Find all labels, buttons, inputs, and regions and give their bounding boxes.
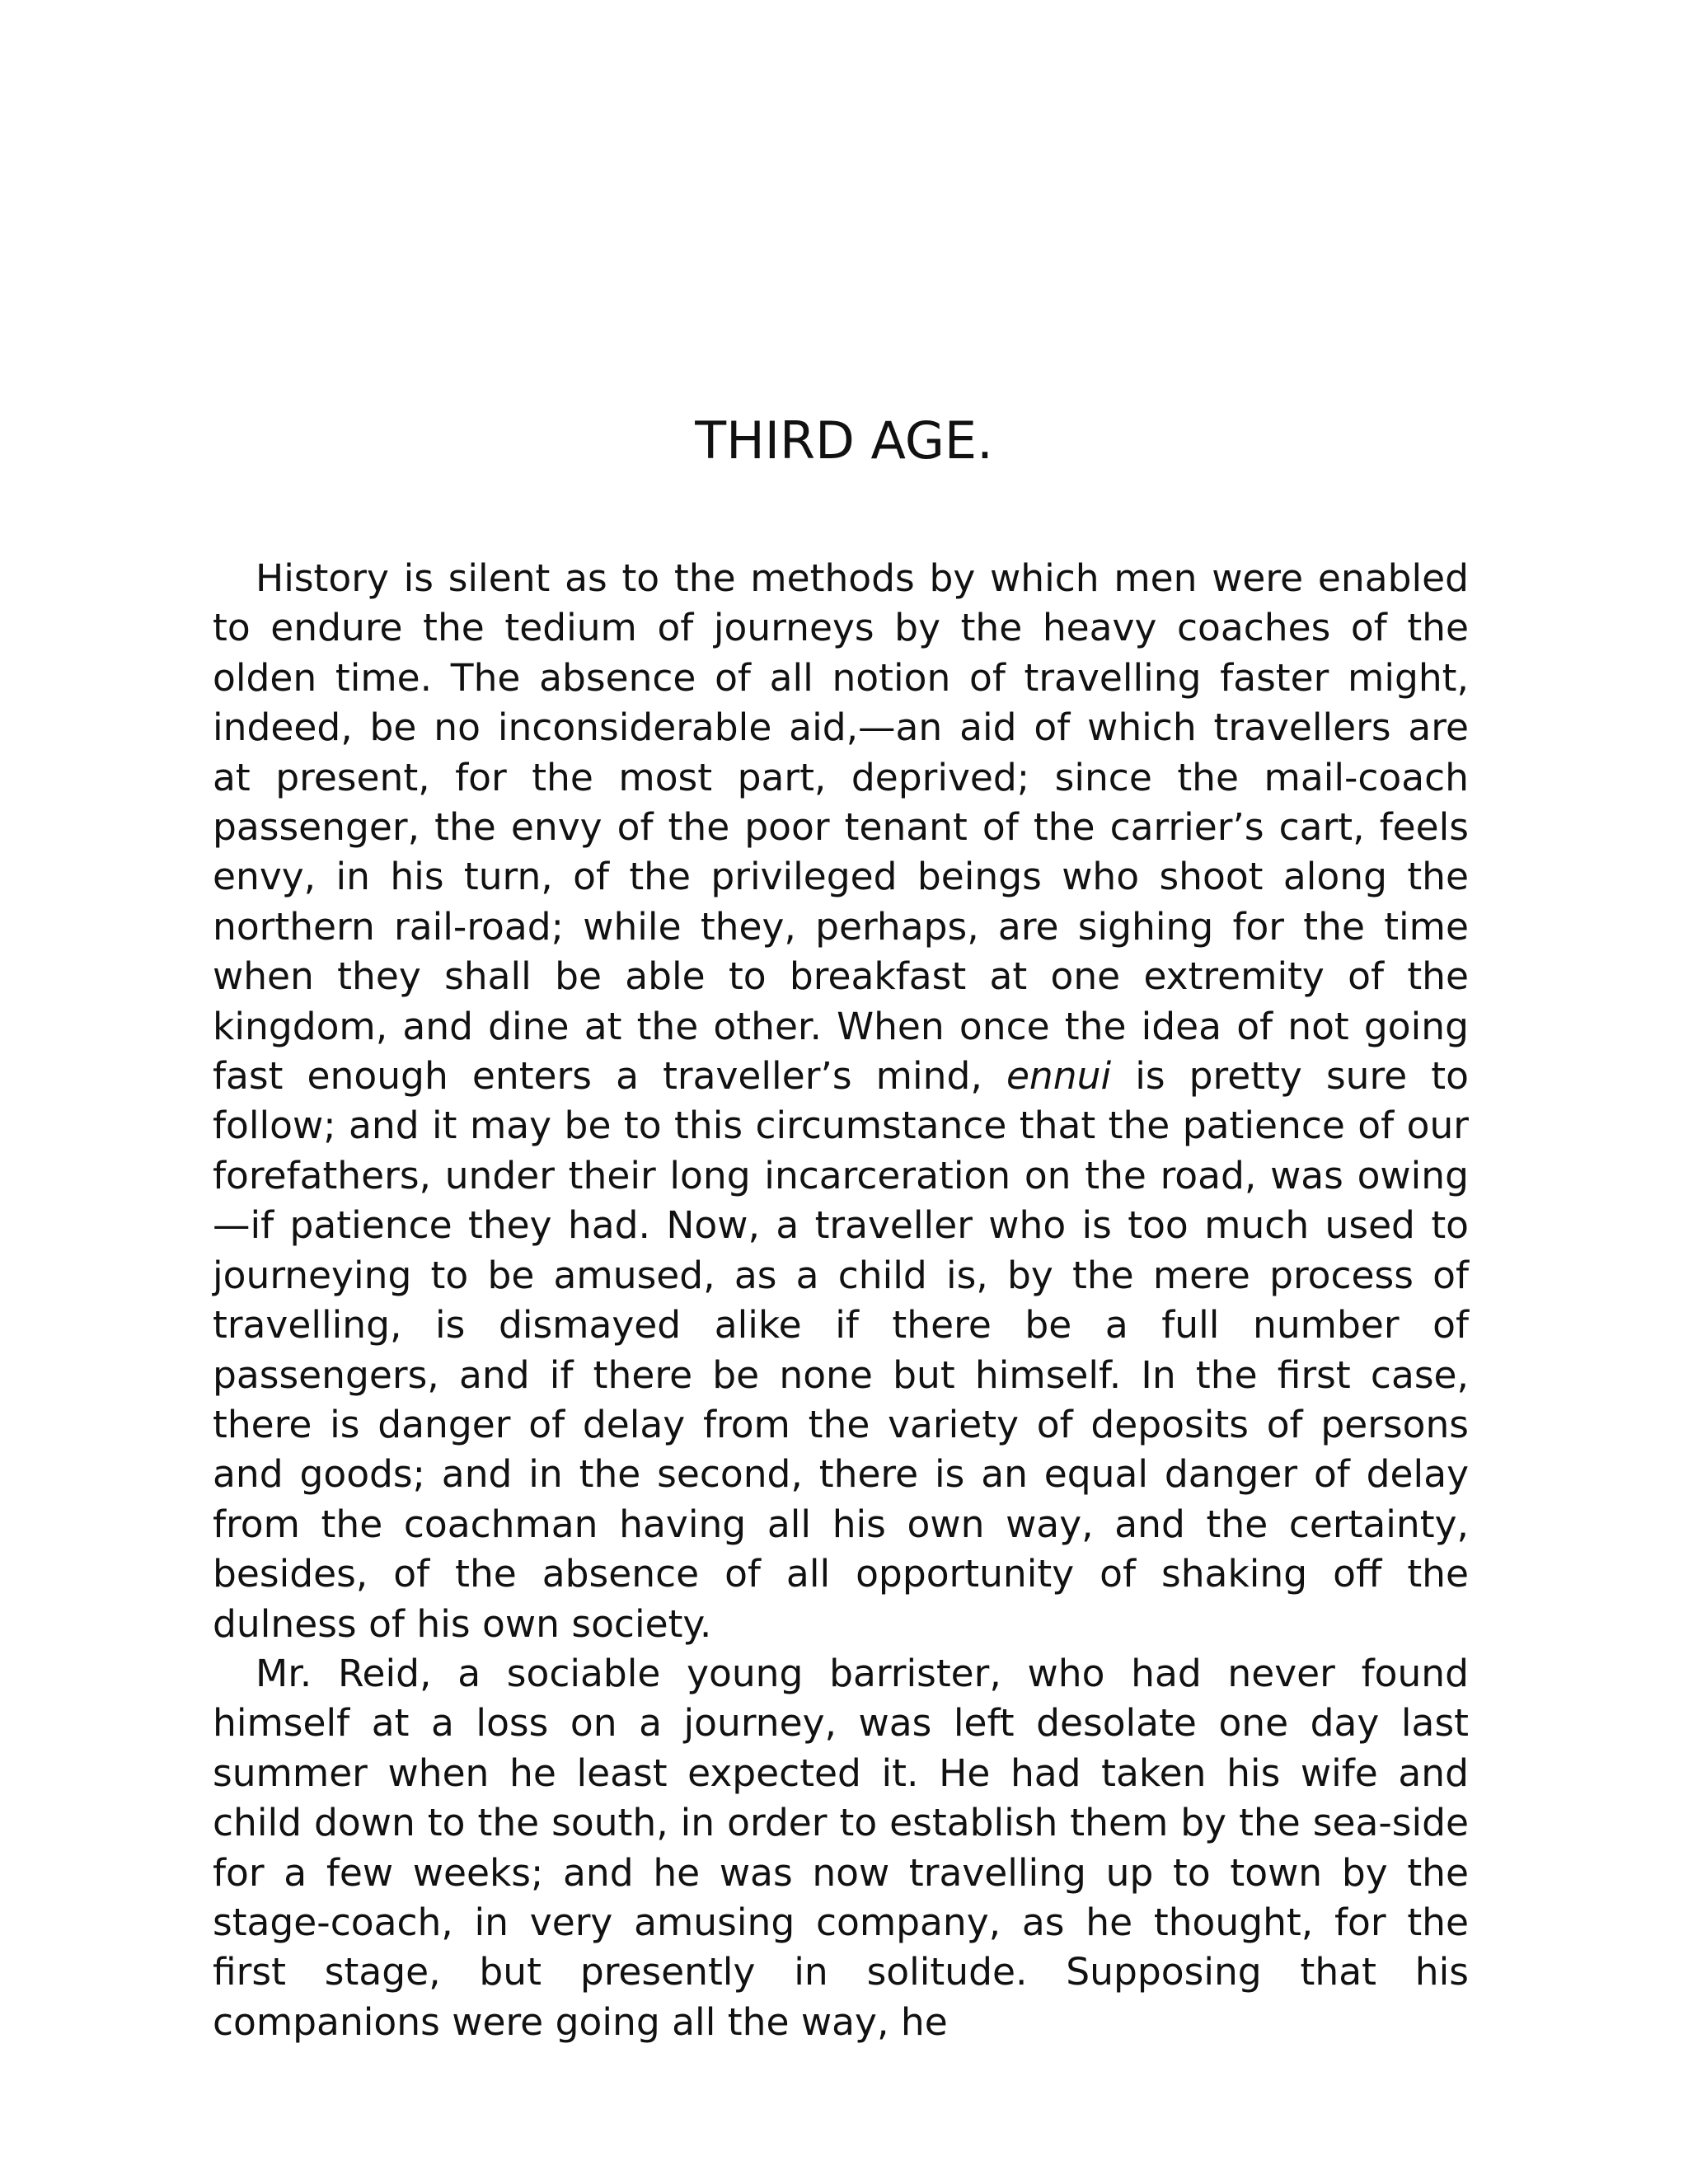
chapter-title: THIRD AGE. [695,410,993,471]
chapter-body [213,554,1469,2047]
paragraph-1-text-before: History is silent as to the methods by which men were enabled to endure the tedium of journeys by the heavy coaches of the olden time. The absence of all notion of travelling faster might, indeed, be no inconsiderable aid,—an aid of which travellers are at present, for the most part, deprived; since the mail-coach passenger, the envy of the poor tenant of the carrier’s cart, feels envy, in his turn, of the privileged beings who shoot along the northern rail-road; while they, perhaps, are sighing for the time when they shall be able to breakfast at one extremity of the kingdom, and dine at the other. When once the idea of not going fast enough enters a traveller’s mind, [213,556,1469,1099]
paragraph-1-text-after: is pretty sure to follow; and it may be to this circumstance that the patience of our forefathers, under their long incarceration on the road, was owing—if patience they had. Now, a traveller who is too much used to journeying to be amused, as a child is, by the mere process of travelling, is dismayed alike if there be a full number of passengers, and if there be none but himself. In the first case, there is danger of delay from the variety of deposits of persons and goods; and in the second, there is an equal danger of delay from the coachman having all his own way, and the certainty, besides, of the absence of all opportunity of shaking off the dulness of his own society. [213,1054,1469,1646]
paragraph-2-text: Mr. Reid, a sociable young barrister, who had never found himself at a loss on a journey, was left desolate one day last summer when he least expected it. He had taken his wife and child down to the south, in order to establish them by the sea-side for a few weeks; and he was now travelling up to town by the stage-coach, in very amusing company, as he thought, for the first stage, but presently in solitude. Supposing that his companions were going all the way, he [213,1651,1469,2044]
paragraph-2 [213,1649,1469,2047]
paragraph-1 [213,554,1469,1649]
paragraph-1-emphasis: ennui [1006,1054,1112,1099]
